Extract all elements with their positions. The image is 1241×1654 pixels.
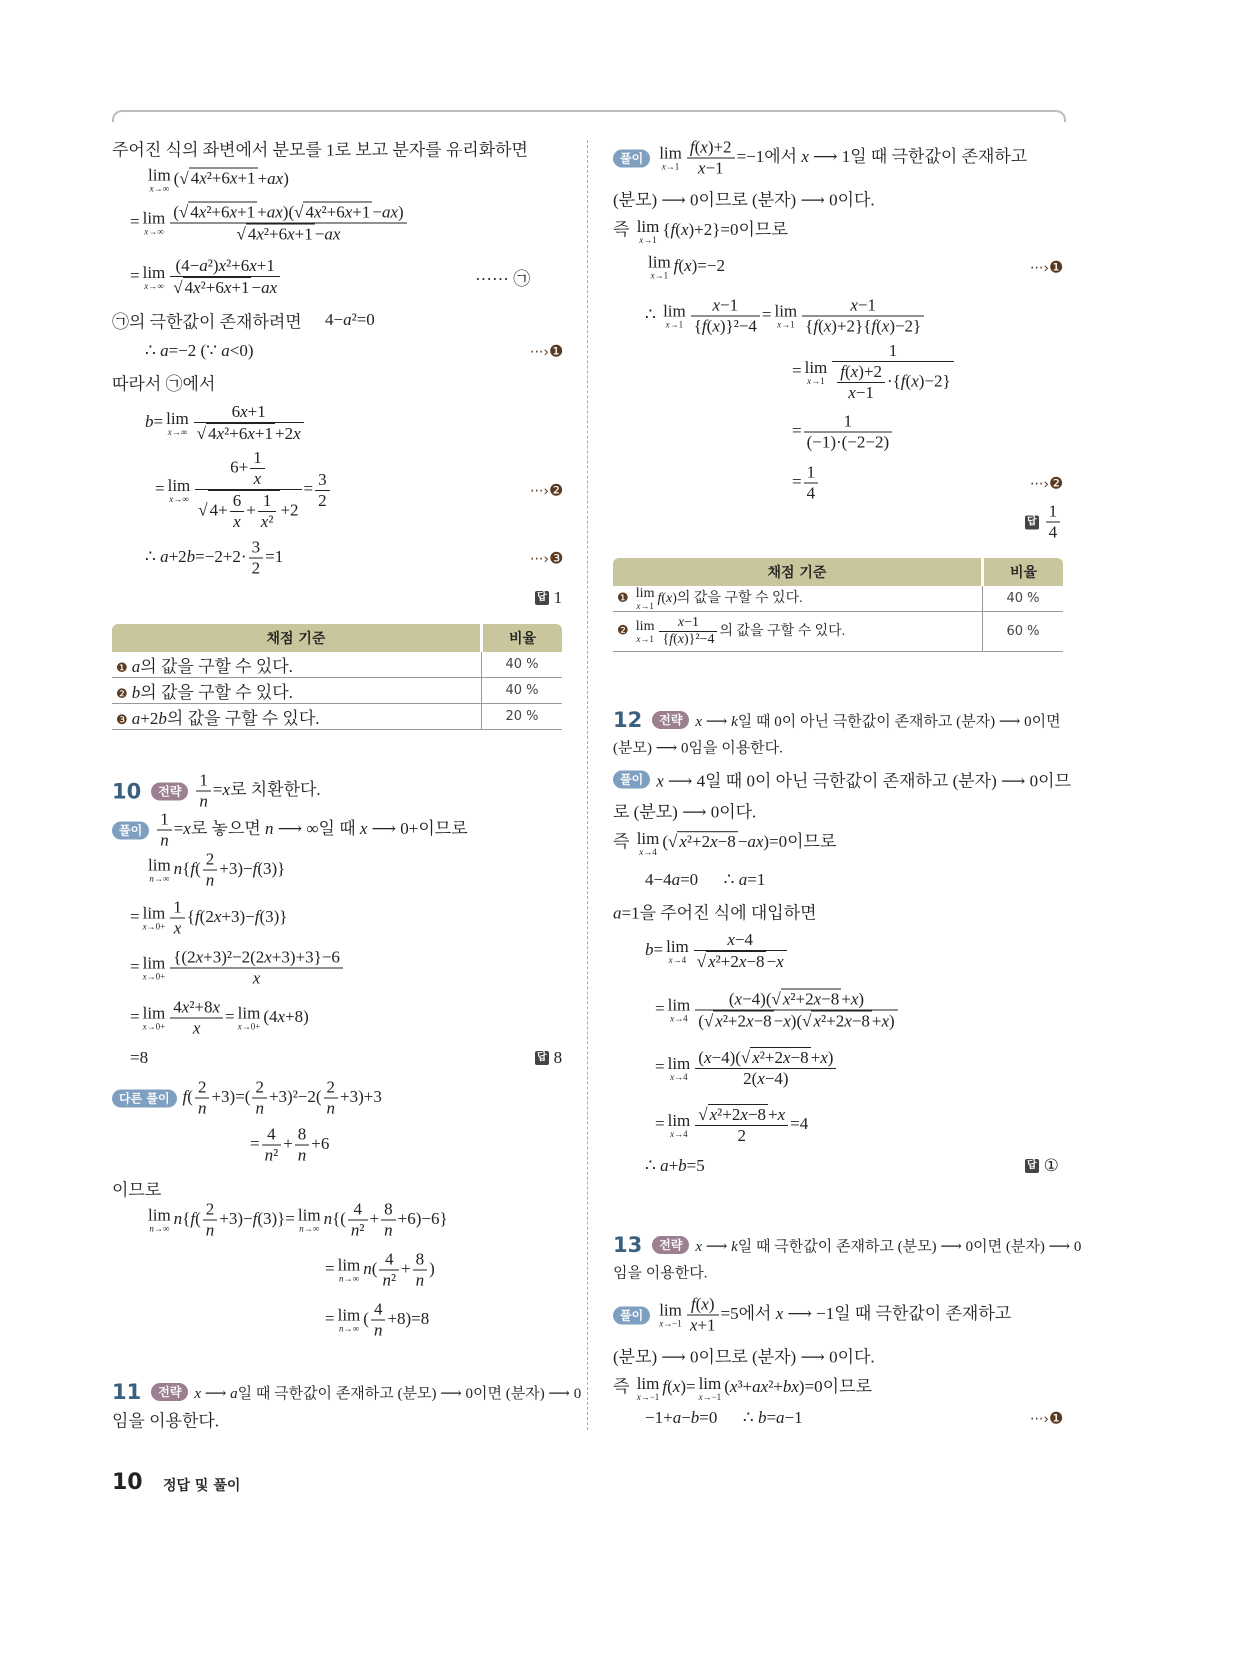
text-line	[112, 1407, 219, 1432]
circled-number: ❶	[548, 341, 564, 361]
header-criteria: 채점 기준	[112, 624, 482, 652]
fraction: 6+ $\frac{1}{x}$ √ 4+ $\frac{6}{x}$ + $\frac{1}{\text{x²}}$ +2	[195, 448, 301, 532]
fraction: $\frac{\text{(x−4)(√ x²+2x−8 +x)}}{2(x-4)}$	[695, 1047, 836, 1089]
ratio: 60 %	[983, 612, 1064, 652]
limit: lim x→1	[636, 216, 660, 245]
page-number: 10	[112, 1470, 143, 1495]
radical: x²+2x−8	[708, 952, 765, 971]
criteria-text: a의 값을 구할 수 있다.	[131, 657, 293, 676]
solution-badge: 풀이	[613, 149, 650, 167]
fraction: $\frac{1}{x}$	[170, 898, 185, 939]
fraction: $\frac{4}{\text{n²}}$	[379, 1250, 399, 1291]
limit: lim x→0+	[237, 1003, 261, 1032]
math-line	[130, 898, 287, 939]
step-marker-1	[1030, 258, 1063, 277]
fraction: $\frac{x-4}{\text{√ x²+2x−8 −x}}$	[694, 930, 787, 972]
ratio: 40 %	[482, 678, 563, 704]
answer	[535, 588, 562, 608]
criteria-text: lim x→1 $\frac{x-1}{\text{\{f(x)\}²−4}}$ 의 값을 구할 수 있다.	[635, 615, 846, 647]
math-line	[325, 1300, 429, 1341]
fraction: $\frac{4}{\text{n²}}$	[262, 1125, 282, 1166]
fraction: $\frac{2}{n}$	[195, 1078, 210, 1119]
radical: 4x²+6x+1	[208, 424, 273, 443]
circled-number: ❷	[617, 623, 629, 639]
math-expr: (분모) ⟶ 0이므로 (분자) ⟶ 0이다.	[613, 1347, 875, 1367]
text-line	[613, 899, 817, 924]
math-expr: a=1을 주어진 식에 대입하면	[613, 903, 817, 923]
math-expr: $\frac{1}{n}$ =x로 치환한다.	[194, 771, 320, 812]
math-expr: f( $\frac{2}{n}$ +3)=( $\frac{2}{n}$ +3)²−2( $\frac{2}{n}$ +3)+3	[182, 1077, 382, 1118]
table-row	[112, 678, 562, 704]
math-expr: 4−4a=0 ∴ a=1	[645, 870, 766, 889]
math-expr: ∴ a=−2 (∵ a<0)	[145, 341, 254, 360]
fraction: $\frac{\text{(√ 4x²+6x+1 +ax)(√ 4x²+6x+1 −ax)}}{\text{√ 4x²+6x+1 −ax}}$	[170, 202, 406, 245]
limit: lim n→∞	[148, 1205, 171, 1234]
math-line	[325, 1250, 435, 1291]
math-expr: = $\frac{4}{\text{n²}}$ + $\frac{8}{n}$ +6	[250, 1124, 330, 1165]
fraction: $\frac{2}{n}$	[203, 1200, 218, 1241]
problem-12-solution	[613, 767, 1071, 792]
math-line	[792, 463, 820, 504]
tag-label: ······ ㉠	[475, 269, 531, 289]
problem-number: 12	[613, 708, 643, 732]
math-line	[145, 402, 306, 444]
limit: lim x→0+	[142, 1003, 166, 1032]
text-line	[112, 308, 302, 333]
limit: lim x→4	[667, 1053, 691, 1082]
fraction: $\frac{\text{4x²+8x}}{x}$	[170, 998, 223, 1039]
math-expr: = lim x→4 $\frac{\text{(x−4)(√ x²+2x−8 +x)}}{\text{(√ x²+2x−8 −x)(√ x²+2x−8 +x)}}$	[655, 989, 900, 1032]
answer-icon: 답	[537, 1052, 547, 1063]
math-expr: = lim x→4 $\frac{\text{√ x²+2x−8 +x}}{2}$ =4	[655, 1105, 809, 1145]
math-line	[130, 998, 309, 1039]
circled-number: ❶	[1048, 257, 1064, 277]
step-marker-2	[1030, 474, 1063, 493]
fraction: $\frac{1}{\text{x²}}$	[258, 491, 277, 532]
limit: lim x→−1	[659, 1300, 682, 1329]
circled-number: ❶	[617, 590, 629, 606]
math-line	[145, 538, 283, 579]
math-line	[130, 948, 345, 989]
strategy-badge: 전략	[652, 711, 689, 729]
text-line	[112, 370, 215, 395]
math-expr: lim n→∞ n{f( $\frac{2}{n}$ +3)−f(3)}= lim n→∞ n{( $\frac{4}{\text{n²}}$ + $\frac{8}{n}$ +6)−6}	[148, 1199, 448, 1240]
math-expr: x ⟶ a일 때 극한값이 존재하고 (분모) ⟶ 0이면 (분자) ⟶ 0	[194, 1385, 582, 1402]
math-expr: = lim x→∞ $\frac{\text{(√ 4x²+6x+1 +ax)(√ 4x²+6x+1 −ax)}}{\text{√ 4x²+6x+1 −ax}}$	[130, 202, 409, 245]
fraction: $\frac{8}{n}$	[381, 1200, 396, 1241]
step-marker-1	[530, 342, 563, 361]
math-line	[145, 1200, 448, 1241]
math-line	[250, 1125, 329, 1166]
problem-13-solution	[613, 1295, 1011, 1336]
math-expr: =8	[130, 1048, 149, 1067]
math-expr: lim n→∞ n{f( $\frac{2}{n}$ +3)−f(3)}	[148, 849, 286, 890]
limit: lim x→∞	[148, 165, 171, 194]
arrow-icon: ···›	[1030, 1411, 1049, 1428]
limit: lim x→1	[648, 252, 671, 281]
math-line	[145, 341, 253, 361]
text-line	[613, 798, 756, 823]
math-line	[145, 850, 285, 891]
answer-value: 8	[553, 1048, 563, 1067]
fraction: $\frac{3}{2}$	[315, 470, 330, 511]
arrow-icon: ···›	[530, 483, 549, 500]
problem-10-solution	[112, 810, 468, 851]
problem-11-strategy	[112, 1380, 581, 1404]
strategy-badge: 전략	[652, 1236, 689, 1254]
limit: lim x→∞	[166, 408, 189, 437]
problem-number: 11	[112, 1380, 142, 1404]
math-expr: = lim n→∞ n( $\frac{4}{\text{n²}}$ + $\frac{8}{n}$ )	[325, 1249, 435, 1290]
math-expr: 즉 lim x→−1 f(x)= lim x→−1 (x³+ax²+bx)=0이므로	[613, 1373, 872, 1402]
math-expr: b= lim x→∞ $\frac{6x+1}{\text{√ 4x²+6x+1 +2x}}$	[145, 402, 306, 444]
fraction: $\frac{4}{n}$	[371, 1300, 386, 1341]
math-line	[155, 448, 332, 532]
text: 임을 이용한다.	[613, 1265, 708, 1282]
step-marker-2	[530, 481, 563, 500]
circled-number: ❶	[1048, 1408, 1064, 1428]
header-ratio: 비율	[482, 624, 563, 652]
text: ㉠의 극한값이 존재하려면	[112, 312, 302, 332]
ratio: 20 %	[482, 704, 563, 730]
math-expr: x ⟶ k일 때 0이 아닌 극한값이 존재하고 (분자) ⟶ 0이면	[695, 713, 1061, 730]
answer-value: ①	[1043, 1156, 1059, 1175]
fraction: $\frac{x-1}{\text{\{f(x)\}²−4}}$	[691, 296, 760, 337]
answer	[1025, 1156, 1059, 1176]
text: 따라서 ㉠에서	[112, 374, 216, 394]
top-rule	[112, 110, 1066, 122]
step-marker-3	[530, 549, 563, 568]
step-marker-1	[1030, 1409, 1063, 1428]
fraction: $\frac{1}{4}$	[1046, 502, 1061, 543]
math-line	[645, 254, 725, 281]
criteria-text: b의 값을 구할 수 있다.	[131, 683, 293, 702]
math-expr: lim x→−1 $\frac{f(x)}{x+1}$ =5에서 x ⟶ −1일 때 극한값이 존재하고	[659, 1294, 1012, 1335]
text-line: 주어진 식의 좌변에서 분모를 1로 보고 분자를 유리화하면	[112, 140, 528, 160]
criteria-text: a+2b의 값을 구할 수 있다.	[131, 709, 320, 728]
limit: lim x→1	[774, 301, 798, 330]
problem-number: 13	[613, 1233, 643, 1257]
limit: lim x→−1	[698, 1373, 722, 1402]
limit: lim n→∞	[148, 855, 171, 884]
limit: lim n→∞	[337, 1255, 361, 1284]
fraction: $\frac{1}{(-1)\cdot(-2-2)}$	[804, 412, 893, 453]
math-line	[130, 202, 409, 245]
math-line	[613, 215, 788, 245]
radical: 4+ $\frac{6}{x}$ + $\frac{1}{\text{x²}}$	[208, 490, 281, 532]
limit: lim x→∞	[142, 208, 166, 237]
alt-solution-badge: 다른 풀이	[112, 1089, 177, 1107]
math-line	[325, 310, 375, 330]
limit: lim x→1	[635, 618, 655, 644]
math-expr: lim x→1 f(x)=−2	[648, 252, 725, 281]
fraction: $\frac{4}{\text{n²}}$	[348, 1200, 368, 1241]
math-expr: x ⟶ 4일 때 0이 아닌 극한값이 존재하고 (분자) ⟶ 0이므	[656, 771, 1071, 791]
math-expr: lim x→∞ (√ 4x²+6x+1 +ax)	[148, 165, 289, 194]
radical: x²+2x−8	[813, 1011, 870, 1031]
circled-number: ❷	[1048, 473, 1064, 493]
fraction: $\frac{3}{2}$	[249, 538, 264, 579]
grading-table	[112, 624, 562, 730]
limit: lim x→0+	[142, 953, 166, 982]
radical: x²+2x−8	[709, 1105, 766, 1124]
fraction: $\frac{\text{(x−4)(√ x²+2x−8 +x)}}{\text{(√ x²+2x−8 −x)(√ x²+2x−8 +x)}}$	[695, 989, 897, 1032]
math-expr: = $\frac{1}{4}$	[792, 463, 820, 504]
answer	[1025, 502, 1062, 543]
circled-number: ❸	[116, 713, 128, 728]
math-expr: lim x→1 $\frac{f(x)+2}{x-1}$ =−1에서 x ⟶ 1일 때 극한값이 존재하고	[659, 137, 1028, 178]
math-expr: x ⟶ k일 때 극한값이 존재하고 (분모) ⟶ 0이면 (분자) ⟶ 0	[695, 1238, 1082, 1255]
circled-number: ❷	[548, 480, 564, 500]
text-line	[112, 1176, 161, 1201]
math-line	[645, 296, 926, 337]
limit: lim x→−1	[636, 1373, 660, 1402]
math-expr: 로 (분모) ⟶ 0이다.	[613, 802, 757, 822]
math-expr: = lim n→∞ ( $\frac{4}{n}$ +8)=8	[325, 1299, 430, 1340]
math-line	[792, 412, 894, 453]
limit: lim x→0+	[142, 903, 166, 932]
fraction: $\frac{6x+1}{\text{√ 4x²+6x+1 +2x}}$	[194, 402, 304, 444]
limit: lim x→4	[667, 1110, 691, 1139]
math-expr: 즉 lim x→4 (√ x²+2x−8 −ax)=0이므로	[613, 828, 837, 857]
math-expr: = lim x→∞ $\frac{\text{(4−a²)x²+6x+1}}{\text{√ 4x²+6x+1 −ax}}$	[130, 256, 282, 298]
solution-badge: 풀이	[112, 821, 149, 839]
math-expr: ∴ a+b=5	[645, 1156, 705, 1175]
fraction: $\frac{2}{n}$	[203, 850, 218, 891]
limit: lim x→1	[804, 357, 828, 386]
radical: x²+2x−8	[679, 832, 736, 852]
problem-number: 10	[112, 779, 142, 803]
text: (분모) ⟶ 0임을 이용한다.	[613, 740, 783, 757]
answer-icon: 답	[1027, 516, 1037, 527]
arrow-icon: ···›	[530, 551, 549, 568]
fraction: 1 $\frac{f(x)+2}{x-1}$ ·{f(x)−2}	[832, 341, 953, 403]
circled-number: ❶	[116, 661, 128, 676]
math-line	[655, 1104, 808, 1146]
fraction: $\frac{8}{n}$	[295, 1125, 310, 1166]
math-expr: = lim x→0+ $\frac{1}{x}$ {f(2x+3)−f(3)}	[130, 897, 288, 938]
fraction: $\frac{x-1}{\{f(x)+2\}\{f(x)-2\}}$	[802, 296, 924, 337]
solution-badge: 풀이	[613, 1306, 650, 1324]
math-line	[655, 1047, 838, 1089]
fraction: $\frac{2}{n}$	[252, 1078, 267, 1119]
footer-title: 정답 및 풀이	[163, 1478, 241, 1494]
radical: 4x²+6x+1	[190, 168, 256, 188]
fraction: $\frac{1}{n}$	[157, 810, 172, 851]
math-expr: b= lim x→4 $\frac{x-4}{\text{√ x²+2x−8 −x}}$	[645, 930, 789, 972]
radical: 4x²+6x+1	[247, 224, 313, 244]
radical: x²+2x−8	[752, 1048, 809, 1067]
math-expr: = lim x→0+ $\frac{\text{\{(2x+3)²−2(2x+3)+3\}−6}}{x}$	[130, 948, 345, 989]
header-criteria: 채점 기준	[613, 558, 983, 586]
fraction: $\frac{\text{\{(2x+3)²−2(2x+3)+3\}−6}}{x}$	[170, 948, 343, 989]
table-row	[613, 586, 1063, 612]
table-row	[112, 704, 562, 730]
fraction: $\frac{1}{n}$	[196, 771, 211, 812]
math-expr: ∴ a+2b=−2+2· $\frac{3}{2}$ =1	[145, 537, 284, 578]
limit: lim x→4	[636, 828, 660, 857]
text-line	[613, 186, 875, 211]
limit: lim n→∞	[297, 1205, 321, 1234]
text: 이므로	[112, 1180, 162, 1200]
math-line	[613, 827, 836, 857]
limit: lim x→1	[663, 301, 686, 330]
math-line	[792, 341, 956, 403]
text: 임을 이용한다.	[112, 1411, 220, 1431]
circled-number: ❸	[548, 548, 564, 568]
limit: lim x→∞	[167, 475, 191, 504]
math-expr: ∴ lim x→1 $\frac{x-1}{\text{\{f(x)\}²−4}}$ = lim x→1 $\frac{x-1}{\{f(x)+2\}\{f(x)-2\}}$	[645, 296, 926, 337]
text-line	[613, 1262, 707, 1283]
answer-icon: 답	[537, 592, 547, 603]
math-expr: $\frac{1}{n}$ =x로 놓으면 n ⟶ ∞일 때 x ⟶ 0+이므로	[155, 810, 467, 851]
circled-number: ❷	[116, 687, 128, 702]
problem-12-strategy	[613, 708, 1061, 732]
limit: lim x→4	[666, 936, 689, 965]
fraction: $\frac{1}{x}$	[250, 448, 265, 489]
ratio: 40 %	[482, 652, 563, 678]
radical: x²+2x−8	[715, 1011, 772, 1031]
problem-13-strategy	[613, 1233, 1081, 1257]
math-expr: = $\frac{1}{(-1)\cdot(-2-2)}$	[792, 412, 894, 453]
fraction: $\frac{\text{√ x²+2x−8 +x}}{2}$	[695, 1104, 788, 1146]
math-line	[645, 1408, 803, 1428]
arrow-icon: ···›	[1030, 476, 1049, 493]
arrow-icon: ···›	[530, 344, 549, 361]
answer-value	[1044, 502, 1063, 543]
fraction: $\frac{2}{n}$	[324, 1078, 339, 1119]
limit: lim x→1	[635, 585, 655, 611]
math-line	[130, 256, 282, 298]
solution-badge: 풀이	[613, 770, 650, 788]
math-expr: (분모) ⟶ 0이므로 (분자) ⟶ 0이다.	[613, 190, 875, 210]
answer-value: 1	[553, 588, 563, 607]
limit: lim x→∞	[142, 262, 166, 291]
fraction: $\frac{\text{(4−a²)x²+6x+1}}{\text{√ 4x²+6x+1 −ax}}$	[170, 256, 280, 298]
strategy-badge: 전략	[151, 1383, 188, 1401]
equation-tag	[475, 265, 530, 290]
criteria-text: lim x→1 f(x)의 값을 구할 수 있다.	[635, 585, 803, 611]
math-expr: 즉 lim x→1 {f(x)+2}=0이므로	[613, 216, 788, 245]
table-row	[613, 612, 1063, 652]
header-ratio: 비율	[983, 558, 1064, 586]
answer-icon: 답	[1027, 1160, 1037, 1171]
fraction: $\frac{f(x)}{x+1}$	[687, 1295, 719, 1336]
limit: lim x→1	[659, 143, 682, 172]
strategy-badge: 전략	[151, 782, 188, 800]
math-expr: = lim x→0+ $\frac{\text{4x²+8x}}{x}$ = lim x→0+ (4x+8)	[130, 997, 309, 1038]
math-expr: = lim x→1 1 $\frac{f(x)+2}{x-1}$ ·{f(x)−2}	[792, 341, 956, 403]
fraction: $\frac{1}{4}$	[804, 463, 819, 504]
math-line	[645, 930, 789, 972]
fraction: $\frac{f(x)+2}{x-1}$	[837, 362, 885, 403]
text-line	[613, 737, 783, 758]
math-expr: −1+a−b=0 ∴ b=a−1	[645, 1408, 803, 1427]
fraction: $\frac{8}{n}$	[413, 1250, 428, 1291]
fraction: $\frac{6}{x}$	[230, 491, 245, 532]
limit: lim n→∞	[337, 1305, 361, 1334]
math-expr: 4−a²=0	[325, 310, 375, 329]
math-line	[655, 989, 900, 1032]
grading-table	[613, 558, 1063, 652]
arrow-icon: ···›	[1030, 260, 1049, 277]
ratio: 40 %	[983, 586, 1064, 612]
intro-text	[112, 136, 528, 161]
table-row	[112, 652, 562, 678]
fraction: $\frac{f(x)+2}{x-1}$	[687, 138, 735, 179]
radical: x²+2x−8	[782, 989, 840, 1009]
fraction: $\frac{x-1}{\text{\{f(x)\}²−4}}$	[659, 615, 717, 648]
limit: lim x→4	[667, 995, 691, 1024]
math-line	[145, 167, 289, 194]
math-line	[613, 1372, 872, 1402]
radical: 4x²+6x+1	[184, 278, 250, 297]
math-expr: = lim x→∞ 6+ $\frac{1}{x}$ √ 4+ $\frac{6}{x}$ + $\frac{1}{\text{x²}}$ +2 = $\frac{3}{2}$	[155, 448, 332, 532]
math-line	[130, 1048, 148, 1068]
math-line	[645, 870, 765, 890]
math-expr: = lim x→4 $\frac{\text{(x−4)(√ x²+2x−8 +x)}}{2(x-4)}$	[655, 1047, 838, 1089]
radical: 4x²+6x+1	[190, 202, 256, 222]
alt-solution	[112, 1078, 382, 1119]
answer	[535, 1048, 562, 1068]
radical: 4x²+6x+1	[305, 202, 371, 222]
math-line	[645, 1156, 705, 1176]
text-line	[613, 1343, 875, 1368]
problem-solution	[613, 138, 1027, 179]
problem-10-strategy	[112, 771, 321, 812]
column-divider	[587, 140, 588, 1430]
